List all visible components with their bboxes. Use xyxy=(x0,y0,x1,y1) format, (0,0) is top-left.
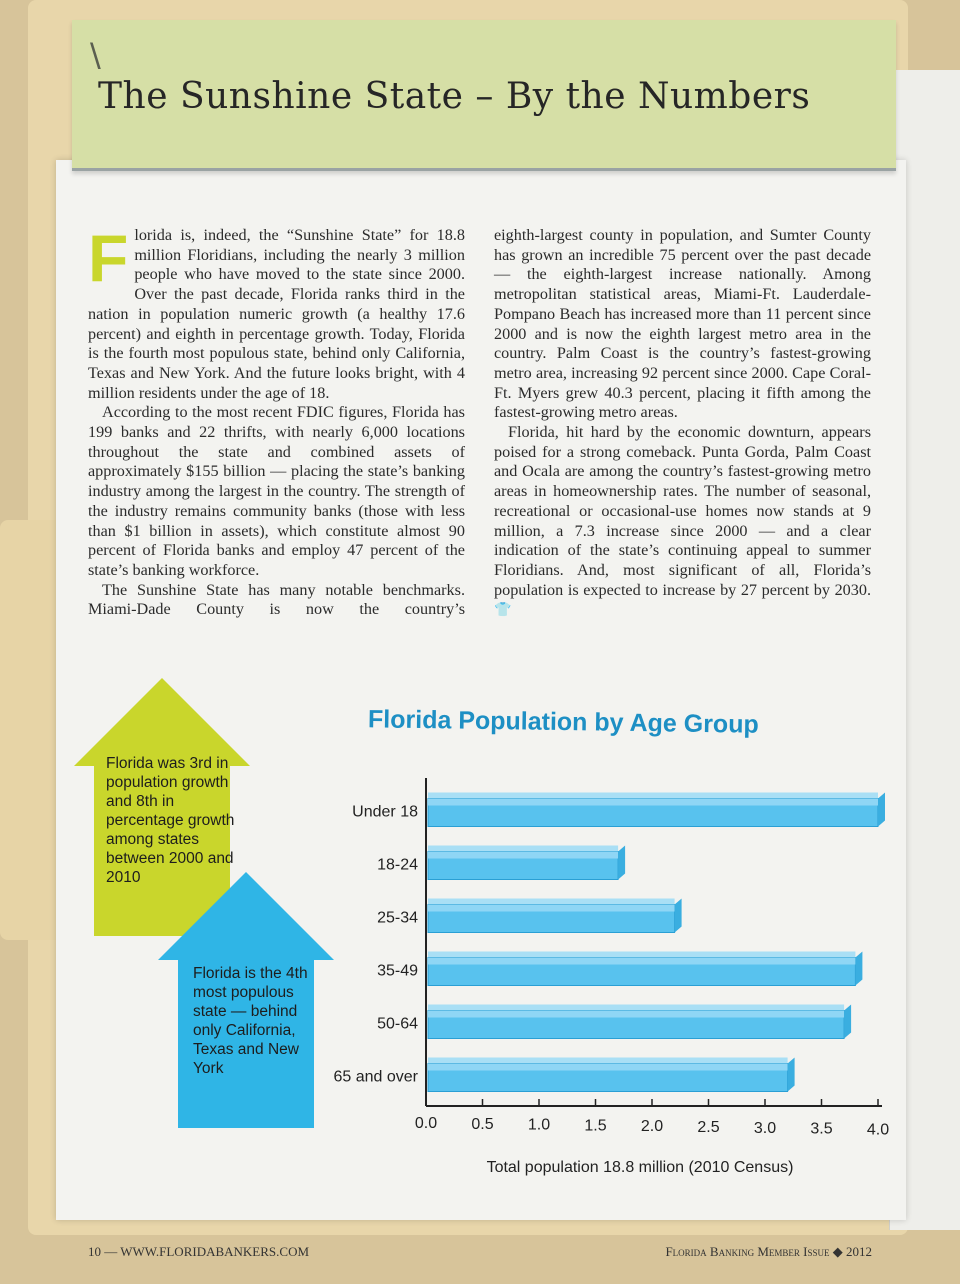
blue-callout-text: Florida is the 4th most populous state — behind only California, Texas and New York xyxy=(193,965,308,1077)
bar-highlight xyxy=(428,1011,844,1018)
article-column-2 xyxy=(494,226,871,621)
x-tick-label: 2.5 xyxy=(697,1119,720,1136)
bar-top-face xyxy=(428,846,618,852)
bar-end-face xyxy=(855,952,862,986)
bar-end-face xyxy=(788,1058,795,1092)
category-label: 25-34 xyxy=(377,909,418,927)
page-title: The Sunshine State – By the Numbers xyxy=(98,76,811,117)
paragraph: Florida, hit hard by the economic downturn, appears poised for a strong comeback. Punta Gorda, Palm Coast and Ocala are among the country’s fastest-growing metro areas in homeownership rates. The number of seasonal, recreational or occasional-use homes now stands at 9 million, a 7.3 increase since 2000 — and a clear indication of the state’s continuing appeal to summer Floridians. And, most significant of all, Florida’s population is expected to increase by 27 percent by 2030. 👕 xyxy=(494,423,871,619)
paragraph: According to the most recent FDIC figures, Florida has 199 banks and 22 thrifts, with nearly 6,000 locations throughout the state and combined assets of approximately $155 billion — placing the state’s banking industry among the largest in the country. The strength of the industry remains community banks (those with less than $1 billion in assets), which constitute almost 90 percent of Florida banks and employ 47 percent of the state’s banking workforce. xyxy=(88,403,465,579)
x-tick-label: 2.0 xyxy=(640,1118,664,1136)
x-tick-label: 1.0 xyxy=(527,1116,551,1134)
pen-stroke-mark: \ xyxy=(90,36,101,74)
folder-tab xyxy=(0,520,60,940)
paragraph: Florida is, indeed, the “Sunshine State” for 18.8 million Floridians, including the nearly 3 million people who have moved to the state since 2000. Over the past decade, Florida ranks third in the nation in population numeric growth (a healthy 17.6 percent) and eighth in percentage growth. Today, Florida is the fourth most populous state, behind only California, Texas and New York. And the future looks bright, with 4 million residents under the age of 18. xyxy=(88,221,465,402)
dropcap: F xyxy=(88,221,129,295)
bar-top-face xyxy=(428,899,675,905)
shirt-icon: 👕 xyxy=(494,602,512,619)
footer-right: Florida Banking Member Issue ◆ 2012 xyxy=(665,1244,872,1259)
bar-highlight xyxy=(428,852,618,859)
category-label: 35-49 xyxy=(377,962,418,980)
x-tick-label: 1.5 xyxy=(584,1117,607,1135)
bar-end-face xyxy=(878,793,885,827)
bar-highlight xyxy=(428,958,855,965)
bar-end-face xyxy=(844,1005,851,1039)
x-tick-label: 4.0 xyxy=(866,1121,890,1139)
category-label: Under 18 xyxy=(352,803,418,821)
bar-top-face xyxy=(428,952,855,958)
article-column-1 xyxy=(88,221,465,620)
chart-title: Florida Population by Age Group xyxy=(367,705,759,739)
x-axis-label: Total population 18.8 million (2010 Census) xyxy=(486,1159,794,1176)
category-label: 65 and over xyxy=(333,1068,418,1086)
population-bar-chart xyxy=(330,770,900,1180)
x-tick-label: 3.5 xyxy=(810,1120,833,1138)
x-tick-label: 3.0 xyxy=(753,1119,777,1137)
category-label: 50-64 xyxy=(377,1015,418,1033)
bar-highlight xyxy=(428,1064,788,1071)
paragraph: The Sunshine State has many notable benchmarks. Miami-Dade County is now the country’s xyxy=(88,580,465,619)
bar-end-face xyxy=(618,846,625,880)
bar-top-face xyxy=(428,1058,788,1064)
bar-end-face xyxy=(675,899,682,933)
x-tick-label: 0.5 xyxy=(471,1115,494,1133)
green-callout-text: Florida was 3rd in population growth and 8th in percentage growth among states between 2000 and 2010 xyxy=(106,755,235,886)
bar-top-face xyxy=(428,793,878,799)
bar-top-face xyxy=(428,1005,844,1011)
bar-highlight xyxy=(428,905,675,912)
x-tick-label: 0.0 xyxy=(414,1115,438,1132)
footer-left: 10 — WWW.FLORIDABANKERS.COM xyxy=(88,1244,310,1259)
bar-highlight xyxy=(428,799,878,806)
paragraph: eighth-largest county in population, and Sumter County has grown an incredible 75 percent over the past decade — the eighth-largest increase nationally. Among metropolitan statistical areas, Miami-Ft. Lauderdale-Pompano Beach has increased more than 11 percent since 2000 and is now the eighth largest metro area in the country. Palm Coast is the country’s fastest-growing metro area, increasing 92 percent since 2000. Cape Coral-Ft. Myers grew 40.3 percent, placing it fifth among the fastest-growing metro areas. xyxy=(494,226,871,422)
category-label: 18-24 xyxy=(377,856,418,874)
